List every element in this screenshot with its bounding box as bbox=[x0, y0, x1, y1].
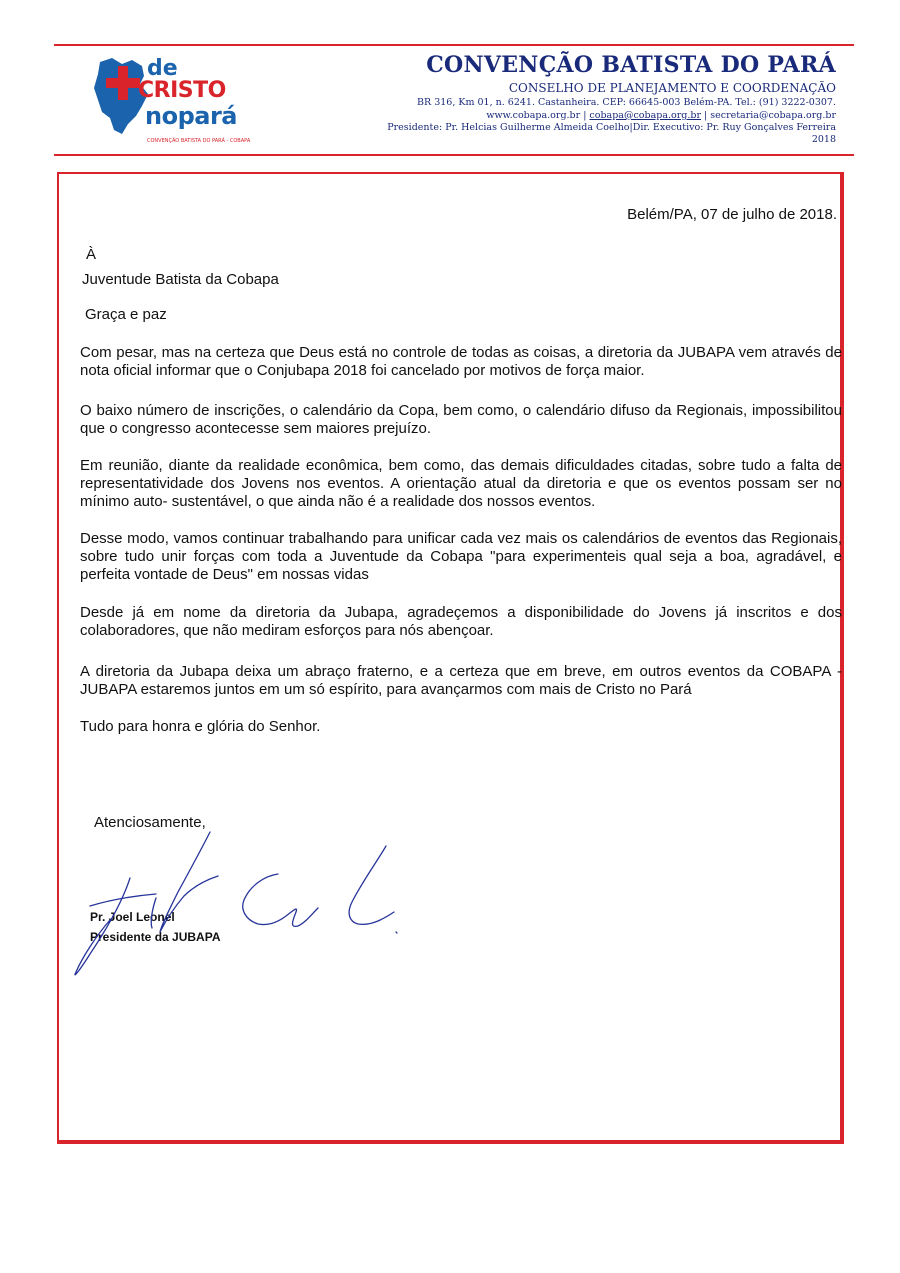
org-address: BR 316, Km 01, n. 6241. Castanheira. CEP: 66645-003 Belém-PA. Tel.: (91) 3222-0307. bbox=[417, 97, 836, 108]
logo-text-de: de bbox=[147, 56, 178, 81]
logo-subtitle: CONVENÇÃO BATISTA DO PARÁ - COBAPA bbox=[147, 138, 251, 144]
org-presidency: Presidente: Pr. Helcias Guilherme Almeida Coelho|Dir. Executivo: Pr. Ruy Gonçalves Ferreira bbox=[387, 122, 836, 133]
org-contacts: www.cobapa.org.br | cobapa@cobapa.org.br | secretaria@cobapa.org.br bbox=[486, 110, 836, 121]
letter-paragraph: Em reunião, diante da realidade econômica, bem como, das demais dificuldades citadas, sobre tudo a falta de representatividade dos Jovens nos eventos. A orientação atual da diretoria e que os eventos possam ser no mínimo auto- sustentável, o que ainda não é a realidade dos nossos eventos. bbox=[80, 457, 842, 510]
letter-date: Belém/PA, 07 de julho de 2018. bbox=[627, 206, 837, 223]
letter-recipient: Juventude Batista da Cobapa bbox=[82, 271, 279, 288]
header-top-rule bbox=[54, 44, 854, 46]
org-year: 2018 bbox=[811, 134, 836, 145]
letter-addressee-prefix: À bbox=[86, 246, 97, 263]
signer-name: Pr. Joel Leonel bbox=[90, 910, 175, 924]
handwritten-signature bbox=[60, 828, 410, 998]
email-link-secretaria[interactable]: secretaria@cobapa.org.br bbox=[710, 110, 836, 121]
letter-paragraph: O baixo número de inscrições, o calendário da Copa, bem como, o calendário difuso da Regionais, impossibilitou que o congresso acontecesse sem maiores prejuízo. bbox=[80, 402, 842, 437]
cross-horizontal bbox=[106, 78, 140, 88]
letter-paragraph: Desde já em nome da diretoria da Jubapa, agradeçemos a disponibilidade do Jovens já inscritos e dos colaboradores, que não mediram esforços para nós abençoar. bbox=[80, 604, 842, 639]
signer-role: Presidente da JUBAPA bbox=[90, 930, 221, 944]
logo-text-cristo: CRISTO bbox=[138, 78, 226, 103]
letter-regards: Atenciosamente, bbox=[94, 814, 206, 831]
org-name: CONVENÇÃO BATISTA DO PARÁ bbox=[426, 52, 836, 78]
letter-greeting: Graça e paz bbox=[85, 306, 167, 323]
org-council: CONSELHO DE PLANEJAMENTO E COORDENAÇÃO bbox=[508, 81, 836, 95]
letter-paragraph: Desse modo, vamos continuar trabalhando para unificar cada vez mais os calendários de eventos das Regionais, sobre tudo unir forças com toda a Juventude da Cobapa "para experimenteis qual seja a boa, agradável, e perfeita vontade de Deus" em nossas vidas bbox=[80, 530, 842, 583]
email-link-cobapa[interactable]: cobapa@cobapa.org.br bbox=[589, 110, 701, 121]
logo-text-nopara: nopará bbox=[145, 102, 237, 130]
letter-paragraph: A diretoria da Jubapa deixa um abraço fraterno, e a certeza que em breve, em outros eventos da COBAPA - JUBAPA estaremos juntos em um só espírito, para avançarmos com mais de Cristo no Pará bbox=[80, 663, 842, 698]
header-bottom-rule bbox=[54, 154, 854, 156]
letter-closing: Tudo para honra e glória do Senhor. bbox=[80, 718, 321, 735]
letter-paragraph: Com pesar, mas na certeza que Deus está no controle de todas as coisas, a diretoria da JUBAPA vem através de nota oficial informar que o Conjubapa 2018 foi cancelado por motivos de força maior. bbox=[80, 344, 842, 379]
website-link[interactable]: www.cobapa.org.br bbox=[486, 110, 581, 121]
letter-frame bbox=[57, 172, 844, 1144]
